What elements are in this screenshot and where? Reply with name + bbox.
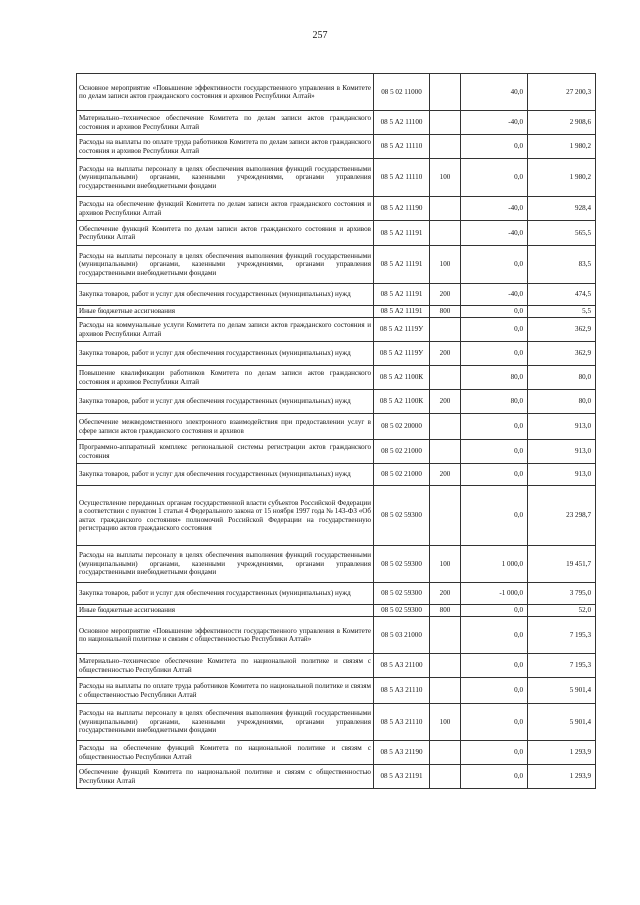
row-description: Программно-аппаратный комплекс региональной системы регистрации актов гражданского состояния [77,440,374,464]
row-expense-type [430,678,461,704]
row-change-amount: 0,0 [461,605,528,617]
row-target-code: 08 5 А2 11190 [374,197,430,221]
row-change-amount: 0,0 [461,617,528,654]
row-description: Расходы на выплаты по оплате труда работников Комитета по делам записи актов гражданского состояния и архивов Республики Алтай [77,135,374,159]
table-row [77,197,596,221]
row-expense-type [430,318,461,342]
row-description: Обеспечение межведомственного электронного взаимодействия при предоставлении услуг в сфере записи актов гражданского состояния и архивов [77,414,374,440]
row-description: Расходы на выплаты персоналу в целях обеспечения выполнения функций государственными (муниципальными) органами, казенными учреждениями, органами управления государственными внебюджетными фондами [77,546,374,583]
row-total-amount: 1 293,9 [528,741,596,765]
row-change-amount: -40,0 [461,284,528,306]
table-body [77,74,596,789]
row-total-amount: 565,5 [528,221,596,246]
row-total-amount: 5 901,4 [528,678,596,704]
row-expense-type [430,366,461,390]
row-expense-type [430,221,461,246]
row-total-amount: 7 195,3 [528,617,596,654]
row-change-amount: 0,0 [461,741,528,765]
row-change-amount: 0,0 [461,414,528,440]
row-description: Расходы на выплаты персоналу в целях обеспечения выполнения функций государственными (муниципальными) органами, казенными учреждениями, органами управления государственными внебюджетными фондами [77,246,374,284]
row-target-code: 08 5 А3 21110 [374,704,430,741]
row-target-code: 08 5 02 59300 [374,605,430,617]
row-expense-type: 100 [430,159,461,197]
row-target-code: 08 5 А2 1119У [374,318,430,342]
row-expense-type [430,414,461,440]
row-description: Закупка товаров, работ и услуг для обеспечения государственных (муниципальных) нужд [77,390,374,414]
row-change-amount: 0,0 [461,318,528,342]
row-target-code: 08 5 А2 11191 [374,306,430,318]
row-change-amount: 0,0 [461,306,528,318]
row-target-code: 08 5 02 21000 [374,464,430,486]
row-target-code: 08 5 А2 11191 [374,221,430,246]
row-expense-type: 200 [430,464,461,486]
row-total-amount: 23 298,7 [528,486,596,546]
row-description: Иные бюджетные ассигнования [77,605,374,617]
row-total-amount: 1 293,9 [528,765,596,789]
row-expense-type: 200 [430,583,461,605]
row-change-amount: 0,0 [461,342,528,366]
row-expense-type [430,74,461,111]
row-total-amount: 83,5 [528,246,596,284]
row-target-code: 08 5 А2 11110 [374,159,430,197]
row-target-code: 08 5 А3 21191 [374,765,430,789]
row-change-amount: 0,0 [461,704,528,741]
row-total-amount: 362,9 [528,318,596,342]
row-total-amount: 1 980,2 [528,159,596,197]
row-expense-type: 800 [430,605,461,617]
row-expense-type [430,135,461,159]
row-target-code: 08 5 А3 21100 [374,654,430,678]
row-target-code: 08 5 А2 11110 [374,135,430,159]
row-total-amount: 913,0 [528,440,596,464]
row-change-amount: 0,0 [461,159,528,197]
row-expense-type: 200 [430,342,461,366]
row-total-amount: 913,0 [528,464,596,486]
row-change-amount: 0,0 [461,464,528,486]
row-description: Материально–техническое обеспечение Комитета по делам записи актов гражданского состояния и архивов Республики Алтай [77,111,374,135]
table-row [77,765,596,789]
table-row [77,464,596,486]
row-description: Обеспечение функций Комитета по национальной политике и связям с общественностью Республики Алтай [77,765,374,789]
row-total-amount: 362,9 [528,342,596,366]
row-total-amount: 7 195,3 [528,654,596,678]
row-total-amount: 19 451,7 [528,546,596,583]
row-description: Расходы на выплаты по оплате труда работников Комитета по национальной политике и связям с общественностью Республики Алтай [77,678,374,704]
row-change-amount: 0,0 [461,135,528,159]
row-total-amount: 80,0 [528,366,596,390]
row-target-code: 08 5 02 59300 [374,546,430,583]
row-total-amount: 52,0 [528,605,596,617]
row-expense-type [430,111,461,135]
table-row [77,583,596,605]
row-expense-type [430,765,461,789]
row-description: Закупка товаров, работ и услуг для обеспечения государственных (муниципальных) нужд [77,464,374,486]
row-total-amount: 474,5 [528,284,596,306]
table-row [77,605,596,617]
row-expense-type: 200 [430,390,461,414]
row-description: Расходы на обеспечение функций Комитета по делам записи актов гражданского состояния и архивов Республики Алтай [77,197,374,221]
row-total-amount: 5 901,4 [528,704,596,741]
row-expense-type: 200 [430,284,461,306]
row-change-amount: 0,0 [461,486,528,546]
row-expense-type: 100 [430,246,461,284]
row-change-amount: 1 000,0 [461,546,528,583]
table-row [77,318,596,342]
row-description: Закупка товаров, работ и услуг для обеспечения государственных (муниципальных) нужд [77,342,374,366]
table-row [77,654,596,678]
row-description: Расходы на коммунальные услуги Комитета по делам записи актов гражданского состояния и архивов Республики Алтай [77,318,374,342]
row-change-amount: 0,0 [461,765,528,789]
row-target-code: 08 5 02 11000 [374,74,430,111]
row-description: Основное мероприятие «Повышение эффективности государственного управления в Комитете по национальной политике и связям с общественностью Республики Алтай» [77,617,374,654]
row-total-amount: 928,4 [528,197,596,221]
table-row [77,284,596,306]
row-expense-type [430,440,461,464]
row-change-amount: 80,0 [461,366,528,390]
table-row [77,366,596,390]
table-row [77,159,596,197]
row-change-amount: 80,0 [461,390,528,414]
row-description: Расходы на обеспечение функций Комитета по национальной политике и связям с общественностью Республики Алтай [77,741,374,765]
table-row [77,74,596,111]
row-expense-type [430,654,461,678]
table-row [77,486,596,546]
table-row [77,246,596,284]
row-description: Иные бюджетные ассигнования [77,306,374,318]
row-target-code: 08 5 02 59300 [374,486,430,546]
table-row [77,342,596,366]
row-expense-type: 800 [430,306,461,318]
row-target-code: 08 5 А2 1100К [374,390,430,414]
row-target-code: 08 5 А2 11191 [374,246,430,284]
row-change-amount: 40,0 [461,74,528,111]
row-description: Закупка товаров, работ и услуг для обеспечения государственных (муниципальных) нужд [77,284,374,306]
row-target-code: 08 5 02 59300 [374,583,430,605]
table-row [77,111,596,135]
row-target-code: 08 5 А2 1100К [374,366,430,390]
row-change-amount: 0,0 [461,678,528,704]
table-row [77,617,596,654]
row-total-amount: 913,0 [528,414,596,440]
row-description: Расходы на выплаты персоналу в целях обеспечения выполнения функций государственными (муниципальными) органами, казенными учреждениями, органами управления государственными внебюджетными фондами [77,159,374,197]
table-row [77,135,596,159]
row-target-code: 08 5 А2 11100 [374,111,430,135]
row-target-code: 08 5 02 20000 [374,414,430,440]
row-expense-type: 100 [430,546,461,583]
table-row [77,221,596,246]
row-change-amount: -40,0 [461,221,528,246]
row-description: Осуществление переданных органам государственной власти субъектов Российской Федерации в соответствии с пунктом 1 статьи 4 Федерального закона от 15 ноября 1997 года № 143-ФЗ «Об актах гражданского состояния» полномочий Российской Федерации на государственную регистрацию актов гражданского состояния [77,486,374,546]
row-description: Основное мероприятие «Повышение эффективности государственного управления в Комитете по делам записи актов гражданского состояния и архивов Республики Алтай» [77,74,374,111]
table-row [77,704,596,741]
row-total-amount: 3 795,0 [528,583,596,605]
row-change-amount: -1 000,0 [461,583,528,605]
row-expense-type [430,741,461,765]
table-row [77,390,596,414]
row-total-amount: 80,0 [528,390,596,414]
page-number: 257 [312,30,328,41]
row-change-amount: 0,0 [461,440,528,464]
row-change-amount: 0,0 [461,654,528,678]
row-target-code: 08 5 А2 1119У [374,342,430,366]
row-description: Обеспечение функций Комитета по делам записи актов гражданского состояния и архивов Республики Алтай [77,221,374,246]
table-row [77,440,596,464]
table-row [77,306,596,318]
row-expense-type: 100 [430,704,461,741]
row-expense-type [430,617,461,654]
table-row [77,414,596,440]
row-description: Повышение квалификации работников Комитета по делам записи актов гражданского состояния и архивов Республики Алтай [77,366,374,390]
row-total-amount: 5,5 [528,306,596,318]
row-expense-type [430,486,461,546]
row-description: Закупка товаров, работ и услуг для обеспечения государственных (муниципальных) нужд [77,583,374,605]
row-target-code: 08 5 А2 11191 [374,284,430,306]
row-change-amount: 0,0 [461,246,528,284]
row-total-amount: 2 908,6 [528,111,596,135]
row-target-code: 08 5 03 21000 [374,617,430,654]
row-target-code: 08 5 02 21000 [374,440,430,464]
row-total-amount: 1 980,2 [528,135,596,159]
row-change-amount: -40,0 [461,111,528,135]
table-row [77,678,596,704]
row-expense-type [430,197,461,221]
budget-table [76,73,596,789]
table-row [77,546,596,583]
row-target-code: 08 5 А3 21190 [374,741,430,765]
row-change-amount: -40,0 [461,197,528,221]
table-row [77,741,596,765]
row-description: Расходы на выплаты персоналу в целях обеспечения выполнения функций государственными (муниципальными) органами, казенными учреждениями, органами управления государственными внебюджетными фондами [77,704,374,741]
row-description: Материально–техническое обеспечение Комитета по национальной политике и связям с общественностью Республики Алтай [77,654,374,678]
row-total-amount: 27 200,3 [528,74,596,111]
row-target-code: 08 5 А3 21110 [374,678,430,704]
